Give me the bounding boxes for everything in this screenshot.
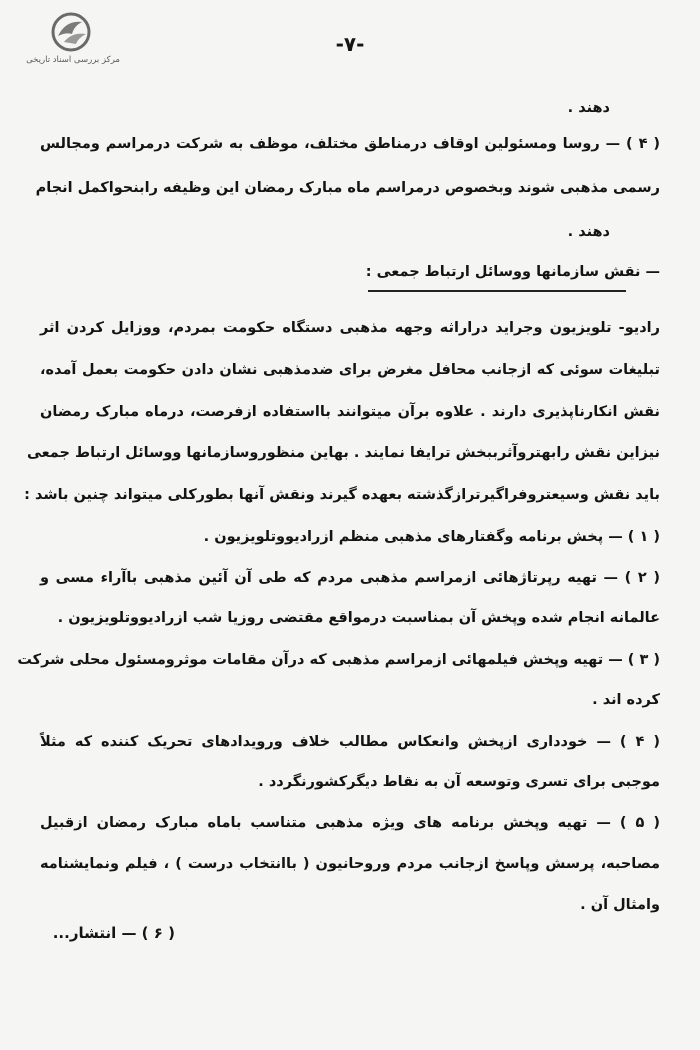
archive-logo-text: مرکز بررسی اسناد تاریخی: [26, 55, 120, 65]
text-line: رادیو- تلویزیون وجراید دراراثه وجهه مذهبی دستگاه حکومت بمردم، ووزایل کردن اثر: [40, 320, 660, 336]
list-item: ( ۴ ) — خودداری ازپخش وانعکاس مطالب خلاف ورویدادهای تحریک کننده که مثلاً: [40, 734, 660, 750]
archive-logo-icon: [48, 12, 94, 52]
text-line: مصاحبه، پرسش وپاسخ ازجانب مردم وروحانیون ( باانتخاب درست ) ، فیلم ونمایشنامه: [40, 856, 660, 872]
section-heading: — نقش سازمانها ووسائل ارتباط جمعی :: [365, 264, 660, 280]
text-line: کرده اند .: [592, 692, 660, 708]
text-line: نقش انکارناپذیری دارند . علاوه برآن میتوانند بااستفاده ازفرصت، درماه مبارک رمضان: [40, 404, 660, 420]
heading-underline: [368, 290, 626, 292]
text-line: عالمانه انجام شده وپخش آن بمناسبت درمواقع مقتضی روزیا شب ازرادیووتلویزیون .: [57, 610, 660, 626]
text-line: دهند .: [567, 224, 610, 240]
text-line: رسمی مذهبی شوند وبخصوص درمراسم ماه مبارک رمضان این وظیفه رابنحواکمل انجام: [35, 180, 660, 196]
text-line: باید نقش وسیعتروفراگیرترازگذشته بعهده گیرند ونقش آنها بطورکلی میتواند چنین باشد :: [24, 487, 660, 503]
list-item: ( ۲ ) — تهیه رپرتاژهائی ازمراسم مذهبی مردم که طی آن آئین مذهبی باآراء مسی و: [40, 570, 661, 586]
text-line: موجبی برای تسری وتوسعه آن به نقاط دیگرکشورنگردد .: [258, 774, 660, 790]
list-item: ( ۵ ) — تهیه وپخش برنامه های ویژه مذهبی متناسب باماه مبارک رمضان ازقبیل: [40, 815, 660, 831]
page-number: -۷-: [335, 32, 365, 56]
text-line: ( ۶ ) — انتشار...: [52, 924, 175, 942]
archive-logo: [18, 12, 128, 68]
text-line: تبلیغات سوئی که ازجانب محافل مغرض برای ضدمذهبی نشان دادن حکومت بعمل آمده،: [40, 362, 660, 378]
text-line: ( ۴ ) — روسا ومسئولین اوقاف درمناطق مختلف، موظف به شرکت درمراسم ومجالس: [40, 136, 660, 152]
list-item: ( ۳ ) — تهیه وپخش فیلمهائی ازمراسم مذهبی که درآن مقامات موثرومسئول محلی شرکت: [17, 652, 660, 668]
list-item: ( ۱ ) — پخش برنامه وگفتارهای مذهبی منظم ازرادیووتلویزیون .: [203, 529, 660, 545]
text-line: دهند .: [567, 100, 610, 116]
text-line: نیزاین نقش رابهتروآثرببخش ترایفا نمایند . بهاین منظوروسازمانها ووسائل ارتباط جمعی: [26, 445, 660, 461]
text-line: وامثال آن .: [580, 897, 660, 913]
